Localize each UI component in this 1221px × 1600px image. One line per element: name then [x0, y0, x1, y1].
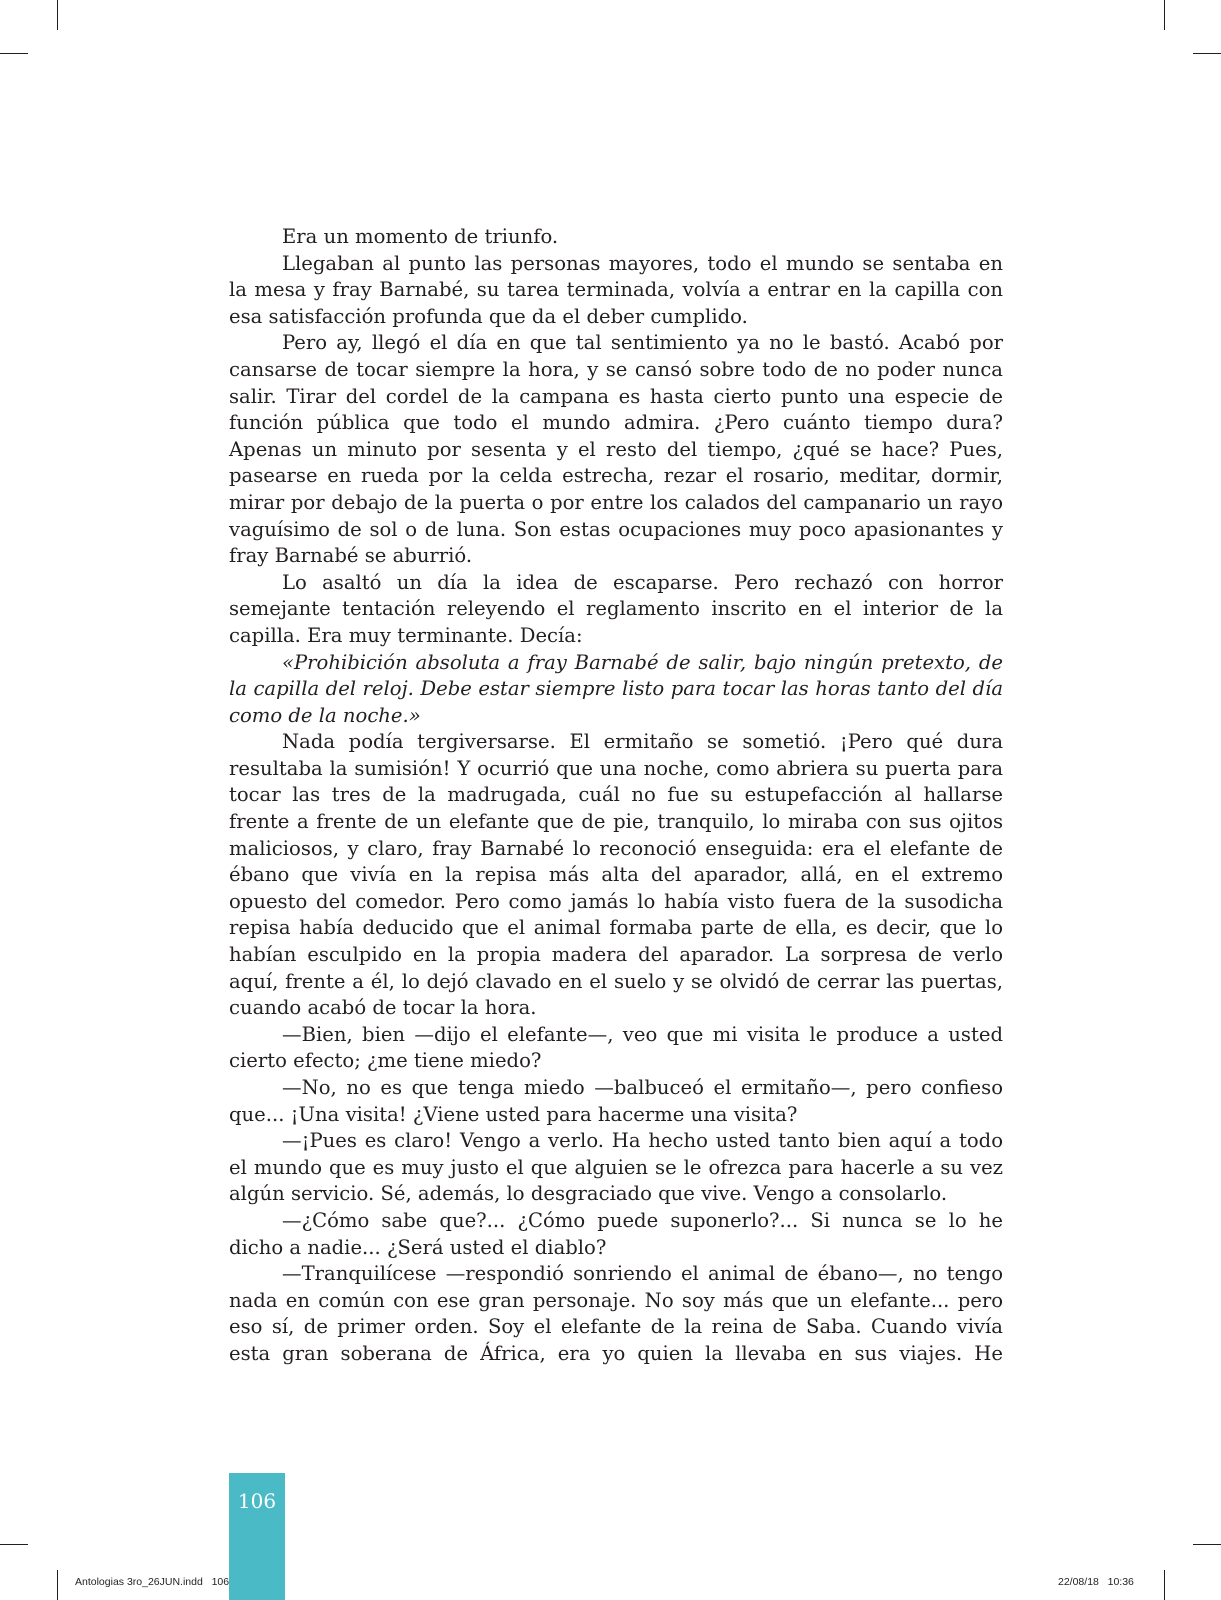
dialogue-paragraph: —¿Cómo sabe que?... ¿Cómo puede suponerlo?... Si nunca se lo he dicho a nadie... ¿Será usted el diablo?: [229, 1208, 1003, 1259]
page-number: 106: [237, 1489, 277, 1513]
slug-file-name: Antologias 3ro_26JUN.indd 106: [75, 1576, 230, 1588]
paragraph: Pero ay, llegó el día en que tal sentimiento ya no le bastó. Acabó por cansarse de tocar siempre la hora, y se cansó sobre todo de no poder nunca salir. Tirar del cordel de la campana es hasta cierto punto una especie de función pública que todo el mundo admira. ¿Pero cuánto tiempo dura? Apenas un minuto por sesenta y el resto del tiempo, ¿qué se hace? Pues, pasearse en rueda por la celda estrecha, rezar el rosario, meditar, dormir, mirar por debajo de la puerta o por entre los calados del campanario un rayo vaguísimo de sol o de luna. Son estas ocupaciones muy poco apasionantes y fray Barnabé se aburrió.: [229, 331, 1003, 568]
dialogue-paragraph: —¡Pues es claro! Vengo a verlo. Ha hecho usted tanto bien aquí a todo el mundo que es muy justo el que alguien se le ofrezca para hacerle a su vez algún servicio. Sé, además, lo desgraciado que vive. Vengo a consolarlo.: [229, 1129, 1003, 1206]
paragraph: Nada podía tergiversarse. El ermitaño se sometió. ¡Pero qué dura resultaba la sumisión! Y ocurrió que una noche, como abriera su puerta para tocar las tres de la madrugada, cuál no fue su estupefacción al hallarse frente a frente de un elefante que de pie, tranquilo, lo miraba con sus ojitos maliciosos, y claro, fray Barnabé lo reconoció enseguida: era el elefante de ébano que vivía en la repisa más alta del aparador, allá, en el extremo opuesto del comedor. Pero como jamás lo había visto fuera de la susodicha repisa había deducido que el animal formaba parte de ella, es decir, que lo habían esculpido en la propia madera del aparador. La sorpresa de verlo aquí, frente a él, lo dejó clavado en el suelo y se olvidó de cerrar las puertas, cuando acabó de tocar la hora.: [229, 730, 1003, 1020]
page-number-tab: [229, 1473, 285, 1600]
dialogue-paragraph: —No, no es que tenga miedo —balbuceó el ermitaño—, pero confieso que... ¡Una visita! ¿Viene usted para hacerme una visita?: [229, 1076, 1003, 1126]
crop-mark-bottom-right: [1164, 1570, 1165, 1600]
paragraph: Llegaban al punto las personas mayores, todo el mundo se sentaba en la mesa y fray Barnabé, su tarea terminada, volvía a entrar en la capilla con esa satisfacción profunda que da el deber cumplido.: [229, 251, 1003, 328]
quoted-rule-paragraph: «Prohibición absoluta a fray Barnabé de salir, bajo ningún pretexto, de la capilla del reloj. Debe estar siempre listo para tocar las horas tanto del día como de la noche.»: [229, 650, 1003, 727]
paragraph: Lo asaltó un día la idea de escaparse. Pero rechazó con horror semejante tentación releyendo el reglamento inscrito en el interior de la capilla. Era muy terminante. Decía:: [229, 570, 1003, 647]
crop-mark-top-right-h: [1193, 53, 1221, 54]
crop-mark-top-left: [57, 0, 58, 30]
crop-mark-bottom-right-h: [1193, 1544, 1221, 1545]
body-text: [229, 224, 1003, 1368]
crop-mark-bottom-left-h: [0, 1544, 28, 1545]
dialogue-paragraph: —Tranquilícese —respondió sonriendo el animal de ébano—, no tengo nada en común con ese gran personaje. No soy más que un elefante... pero eso sí, de primer orden. Soy el elefante de la reina de Saba. Cuando vivía esta gran soberana de África, era yo quien la llevaba en sus viajes. He: [229, 1262, 1003, 1365]
crop-mark-top-left-h: [0, 53, 28, 54]
paragraph: Era un momento de triunfo.: [282, 225, 559, 248]
slug-datetime: 22/08/18 10:36: [1058, 1576, 1134, 1588]
crop-mark-bottom-left: [57, 1570, 58, 1600]
dialogue-paragraph: —Bien, bien —dijo el elefante—, veo que mi visita le produce a usted cierto efecto; ¿me tiene miedo?: [229, 1022, 1003, 1073]
crop-mark-top-right: [1164, 0, 1165, 30]
